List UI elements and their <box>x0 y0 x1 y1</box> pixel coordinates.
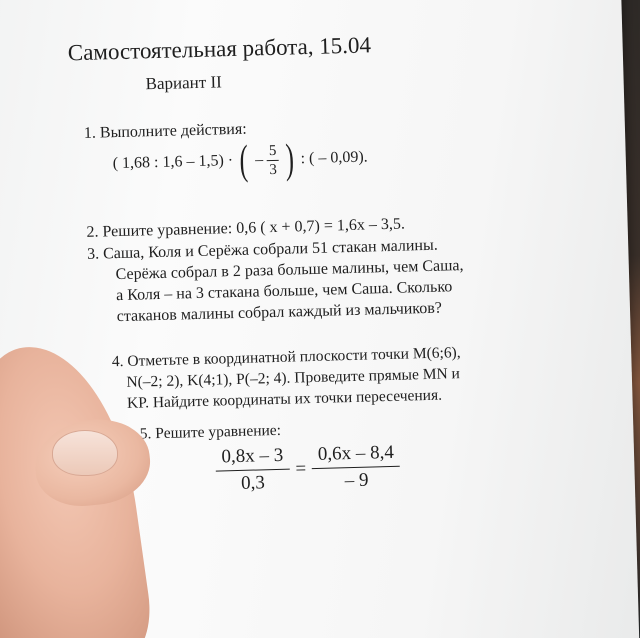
task-4 <box>112 342 462 414</box>
right-paren-glyph: ) <box>284 136 295 183</box>
task-5-right-fraction <box>312 440 401 495</box>
left-denominator: 0,3 <box>240 472 266 494</box>
task-1-expr-left: ( 1,68 : 1,6 – 1,5) · <box>112 152 234 173</box>
task-3-line: Серёжа собрал в 2 раза больше малины, чем Саша, <box>115 257 464 284</box>
task-1-fraction <box>267 141 279 178</box>
task-2: 2. Решите уравнение: 0,6 ( x + 0,7) = 1,6x – 3,5. <box>86 215 406 241</box>
task-4-line: N(–2; 2), K(4;1), P(–2; 4). Проведите прямые MN и <box>126 365 461 391</box>
task-3 <box>87 234 465 328</box>
right-numerator: 0,6x – 8,4 <box>312 440 401 469</box>
task-3-line: стаканов малины собрал каждый из мальчиков? <box>116 299 443 326</box>
thumbnail-nail <box>52 430 118 476</box>
task-4-line: KP. Найдите координаты их точки пересечения. <box>126 386 443 412</box>
left-numerator: 0,8x – 3 <box>215 443 289 472</box>
task-5-heading: 5. Решите уравнение: <box>139 421 282 443</box>
right-denominator: – 9 <box>344 469 369 492</box>
fraction-denominator: 3 <box>269 161 278 178</box>
variant-label: Вариант II <box>145 72 223 94</box>
equals-sign: = <box>295 457 307 479</box>
task-3-line: а Коля – на 3 стакана больше, чем Саша. Сколько <box>115 278 453 305</box>
page-title: Самостоятельная работа, 15.04 <box>67 32 372 66</box>
fraction-numerator: 5 <box>267 141 279 160</box>
task-1-expr-right: : ( – 0,09). <box>300 148 368 168</box>
task-5-left-fraction <box>215 443 290 498</box>
task-1-heading: 1. Выполните действия: <box>83 120 247 142</box>
task-3-line: 3. Саша, Коля и Серёжа собрали 51 стакан малины. <box>86 236 438 263</box>
task-1-expression <box>112 138 368 185</box>
task-5-equation <box>215 440 401 498</box>
task-4-line: 4. Отметьте в координатной плоскости точки M(6;6), <box>111 344 461 371</box>
task-1-frac-sign: – <box>254 151 264 169</box>
left-paren-glyph: ( <box>239 137 249 184</box>
